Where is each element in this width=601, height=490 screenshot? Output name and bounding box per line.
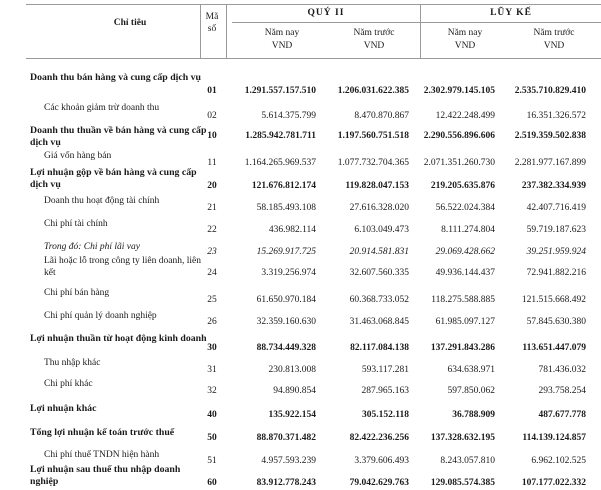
row-label-51: Chi phí thuế TNDN hiện hành — [44, 450, 160, 460]
row-label-24: Lãi hoặc lỗ trong công ty liên doanh, liên kết — [44, 256, 201, 278]
header-q-nam-truoc: Năm trước — [353, 28, 395, 38]
header-divider-1 — [200, 4, 201, 59]
row-code-21: 21 — [207, 203, 217, 213]
cell-a-this-31: 634.638.971 — [447, 365, 495, 375]
cell-a-this-51: 8.243.057.810 — [440, 456, 495, 466]
cell-q-this-10: 1.285.942.781.711 — [245, 131, 316, 141]
cell-q-last-11: 1.077.732.704.365 — [337, 158, 409, 168]
cell-a-last-02: 16.351.326.572 — [526, 111, 586, 121]
row-code-01: 01 — [207, 86, 217, 96]
cell-a-last-31: 781.436.032 — [538, 365, 586, 375]
cell-a-this-25: 118.275.588.885 — [431, 295, 495, 305]
cell-q-this-11: 1.164.265.969.537 — [244, 158, 316, 168]
row-code-23: 23 — [207, 247, 217, 257]
header-a-nam-truoc-unit: VND — [543, 41, 565, 51]
cell-a-last-40: 487.677.778 — [538, 410, 586, 420]
cell-q-last-10: 1.197.560.751.518 — [337, 131, 409, 141]
header-divider-2 — [226, 4, 227, 59]
row-code-20: 20 — [207, 181, 217, 191]
cell-q-last-20: 119.828.047.153 — [345, 181, 409, 191]
cell-a-last-01: 2.535.710.829.410 — [514, 86, 586, 96]
cell-a-this-32: 597.850.062 — [447, 386, 495, 396]
cell-q-this-20: 121.676.812.174 — [251, 181, 316, 191]
row-code-02: 02 — [207, 111, 217, 121]
row-code-11: 11 — [207, 158, 217, 168]
cell-a-last-11: 2.281.977.167.899 — [514, 158, 586, 168]
cell-a-last-10: 2.519.359.502.838 — [514, 131, 586, 141]
cell-q-last-24: 32.607.560.335 — [349, 268, 409, 278]
row-label-32: Chi phí khác — [44, 379, 93, 389]
header-divider-3 — [420, 4, 421, 59]
row-code-26: 26 — [207, 317, 217, 327]
header-a-nam-nay-unit: VND — [454, 41, 476, 51]
cell-q-last-30: 82.117.084.138 — [350, 343, 409, 353]
row-code-31: 31 — [207, 365, 217, 375]
header-bottom-rule — [26, 58, 601, 59]
cell-q-this-40: 135.922.154 — [268, 410, 316, 420]
cell-q-this-51: 4.957.593.239 — [261, 456, 316, 466]
row-code-25: 25 — [207, 295, 217, 305]
row-label-20: Lợi nhuận gộp về bán hàng và cung cấp dịch vụ — [30, 167, 197, 190]
cell-q-this-25: 61.650.970.184 — [256, 295, 316, 305]
cell-q-this-23: 15.269.917.725 — [256, 247, 316, 257]
header-top-rule — [26, 4, 601, 5]
cell-q-this-26: 32.359.160.630 — [256, 317, 316, 327]
cell-a-this-01: 2.302.979.145.105 — [423, 86, 495, 96]
row-label-40: Lợi nhuận khác — [30, 403, 97, 414]
cell-q-last-25: 60.368.733.052 — [349, 295, 409, 305]
row-label-10: Doanh thu thuần về bán hàng và cung cấp dịch vụ — [30, 125, 207, 148]
header-a-nam-nay: Năm nay — [447, 28, 483, 38]
cell-q-last-60: 79.042.629.763 — [349, 478, 409, 488]
cell-q-last-32: 287.965.163 — [361, 386, 409, 396]
cell-a-last-32: 293.758.254 — [538, 386, 586, 396]
cell-q-last-51: 3.379.606.493 — [354, 456, 409, 466]
cell-q-this-60: 83.912.778.243 — [256, 478, 316, 488]
cell-a-last-51: 6.962.102.525 — [531, 456, 586, 466]
cell-a-last-23: 39.251.959.924 — [526, 247, 586, 257]
row-label-30: Lợi nhuận thuần từ hoạt động kinh doanh — [30, 333, 207, 344]
row-code-32: 32 — [207, 386, 217, 396]
cell-a-this-50: 137.328.632.195 — [430, 433, 495, 443]
row-label-22: Chi phí tài chính — [44, 219, 108, 229]
header-quy-ii: QUÝ II — [307, 8, 345, 18]
header-q-nam-truoc-unit: VND — [363, 41, 385, 51]
cell-a-last-24: 72.941.882.216 — [526, 268, 586, 278]
cell-q-last-01: 1.206.031.622.385 — [337, 86, 409, 96]
cell-q-last-22: 6.103.049.473 — [354, 225, 409, 235]
row-label-11: Giá vốn hàng bán — [44, 151, 112, 161]
cell-a-this-24: 49.936.144.437 — [435, 268, 495, 278]
row-code-40: 40 — [207, 410, 217, 420]
cell-a-last-30: 113.651.447.079 — [522, 343, 586, 353]
header-luy-ke: LŨY KẾ — [490, 8, 532, 18]
cell-q-this-01: 1.291.557.157.510 — [244, 86, 316, 96]
header-q-nam-nay-unit: VND — [271, 41, 293, 51]
cell-a-this-10: 2.290.556.896.606 — [423, 131, 495, 141]
cell-a-this-40: 36.788.909 — [452, 410, 495, 420]
cell-a-last-21: 42.407.716.419 — [526, 203, 586, 213]
row-label-25: Chi phí bán hàng — [44, 288, 110, 298]
row-code-60: 60 — [207, 478, 217, 488]
cell-q-last-31: 593.117.281 — [361, 365, 409, 375]
header-so: số — [207, 24, 217, 34]
row-code-24: 24 — [207, 268, 217, 278]
cell-q-last-50: 82.422.236.256 — [349, 433, 409, 443]
cell-q-this-24: 3.319.256.974 — [261, 268, 316, 278]
cell-a-this-20: 219.205.635.876 — [430, 181, 495, 191]
cell-q-this-22: 436.982.114 — [268, 225, 316, 235]
row-label-60: Lợi nhuận sau thuế thu nhập doanh nghiệp — [30, 464, 181, 487]
header-q-nam-nay: Năm nay — [264, 28, 300, 38]
cell-q-this-50: 88.870.371.482 — [256, 433, 316, 443]
cell-a-this-26: 61.985.097.127 — [435, 317, 495, 327]
row-label-21: Doanh thu hoạt động tài chính — [44, 196, 160, 206]
cell-q-last-21: 27.616.328.020 — [349, 203, 409, 213]
cell-a-this-11: 2.071.351.260.730 — [423, 158, 495, 168]
cell-q-this-02: 5.614.375.799 — [261, 111, 316, 121]
row-label-23: Trong đó: Chi phí lãi vay — [44, 242, 140, 252]
cell-a-this-30: 137.291.843.286 — [430, 343, 495, 353]
cell-a-last-26: 57.845.630.380 — [526, 317, 586, 327]
row-label-31: Thu nhập khác — [44, 358, 101, 368]
row-code-22: 22 — [207, 225, 217, 235]
row-label-50: Tổng lợi nhuận kế toán trước thuế — [30, 427, 175, 438]
cell-q-this-21: 58.185.493.108 — [256, 203, 316, 213]
cell-a-last-22: 59.719.187.623 — [526, 225, 586, 235]
cell-q-this-32: 94.890.854 — [273, 386, 316, 396]
header-group-rule — [232, 22, 601, 23]
row-label-02: Các khoản giảm trừ doanh thu — [44, 103, 160, 113]
cell-a-this-60: 129.085.574.385 — [430, 478, 495, 488]
cell-a-this-02: 12.422.248.499 — [435, 111, 495, 121]
header-ma: Mã — [205, 12, 219, 22]
row-label-26: Chi phí quản lý doanh nghiệp — [44, 311, 157, 321]
cell-a-last-60: 107.177.022.332 — [521, 478, 586, 488]
row-code-10: 10 — [207, 131, 217, 141]
cell-a-this-21: 56.522.024.384 — [435, 203, 495, 213]
cell-a-this-22: 8.111.274.804 — [441, 225, 495, 235]
cell-a-last-25: 121.515.668.492 — [521, 295, 586, 305]
cell-q-this-31: 230.813.008 — [268, 365, 316, 375]
cell-q-this-30: 88.734.449.328 — [256, 343, 316, 353]
cell-q-last-02: 8.470.870.867 — [354, 111, 409, 121]
cell-a-last-50: 114.139.124.857 — [522, 433, 586, 443]
row-code-51: 51 — [207, 456, 217, 466]
row-code-50: 50 — [207, 433, 217, 443]
header-chi-tieu: Chỉ tiêu — [113, 18, 147, 28]
cell-q-last-23: 20.914.581.831 — [349, 247, 409, 257]
cell-q-last-26: 31.463.068.845 — [349, 317, 409, 327]
row-code-30: 30 — [207, 343, 217, 353]
cell-a-this-23: 29.069.428.662 — [435, 247, 495, 257]
row-label-01: Doanh thu bán hàng và cung cấp dịch vụ — [30, 72, 201, 83]
cell-q-last-40: 305.152.118 — [362, 410, 409, 420]
cell-a-last-20: 237.382.334.939 — [521, 181, 586, 191]
header-a-nam-truoc: Năm trước — [533, 28, 575, 38]
